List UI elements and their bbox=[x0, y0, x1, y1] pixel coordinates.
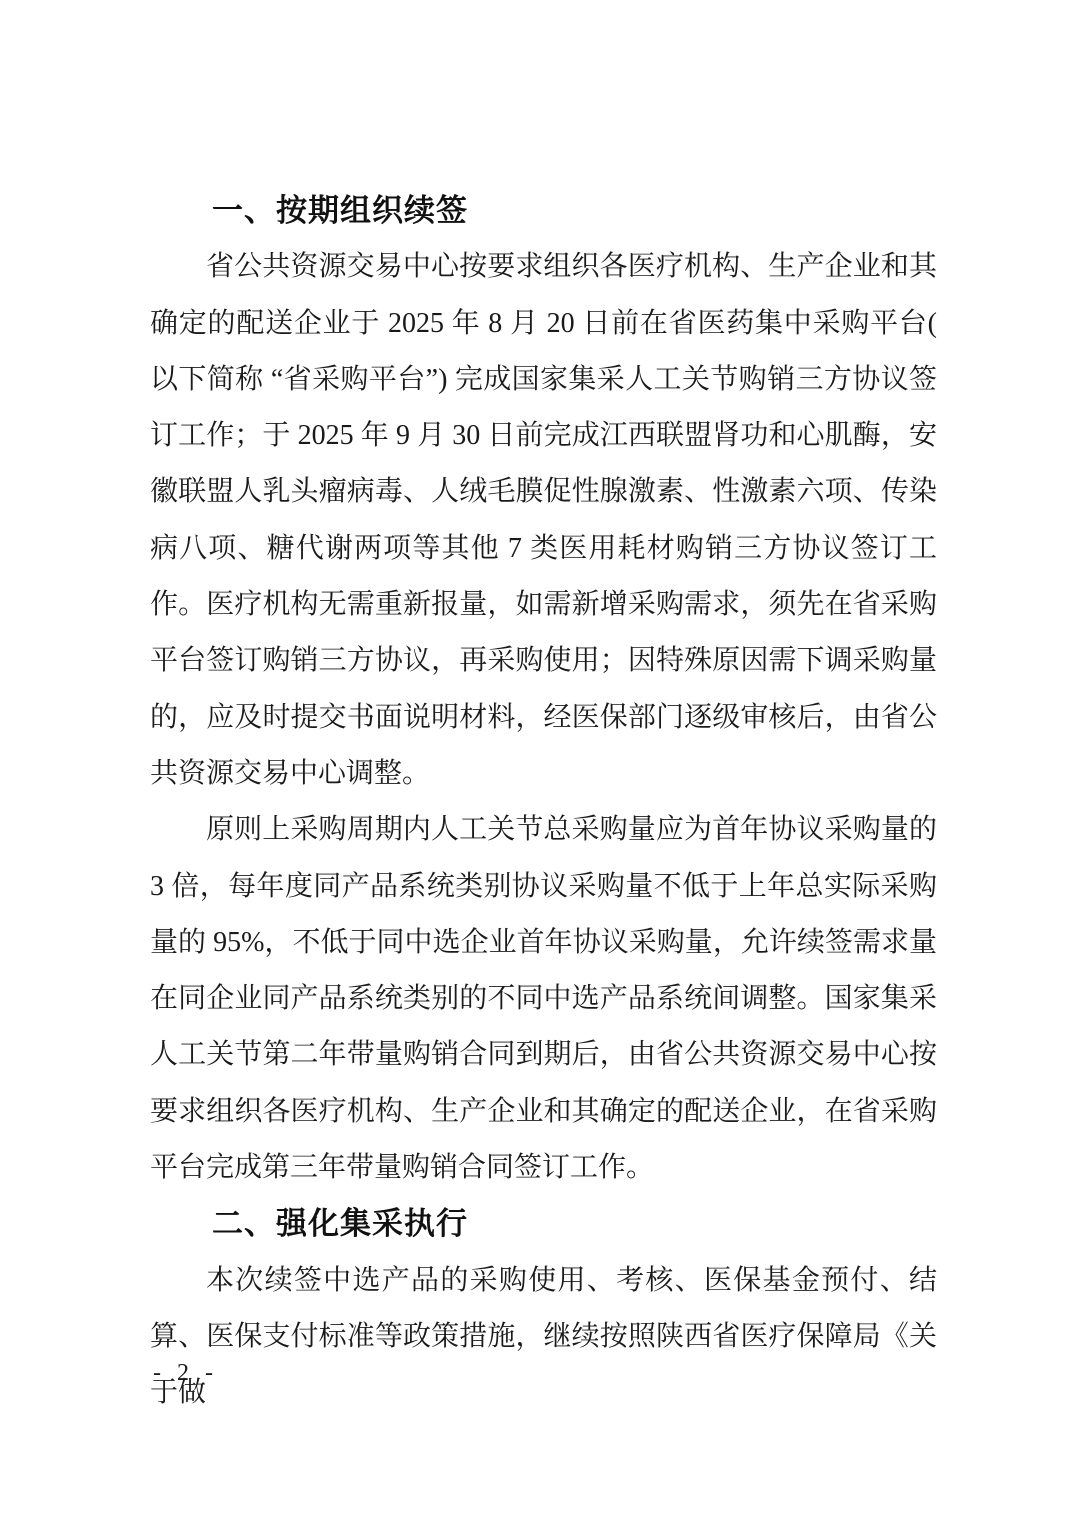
section-heading-1: 一、按期组织续签 bbox=[212, 193, 468, 228]
paragraph-2: 原则上采购周期内人工关节总采购量应为首年协议采购量的 3 倍，每年度同产品系统类别协议采购量不低于上年总实际采购量的 95%，不低于同中选企业首年协议采购量，允许续签需求量在同企业同产品系统类别的不同中选产品系统间调整。国家集采人工关节第二年带量购销合同到期后，由省公共资源交易中心按要求组织各医疗机构、生产企业和其确定的配送企业，在省采购平台完成第三年带量购销合同签订工作。 bbox=[150, 814, 937, 1184]
document-body bbox=[150, 183, 937, 1422]
paragraph-3: 本次续签中选产品的采购使用、考核、医保基金预付、结算、医保支付标准等政策措施，继续按照陕西省医疗保障局《关于做 bbox=[150, 1264, 937, 1409]
section-heading-2: 二、强化集采执行 bbox=[212, 1206, 468, 1242]
paragraph-1: 省公共资源交易中心按要求组织各医疗机构、生产企业和其确定的配送企业于 2025 年 8 月 20 日前在省医药集中采购平台( 以下简称 “省采购平台”) 完成国家集采人工关节购销三方协议签订工作；于 2025 年 9 月 30 日前完成江西联盟肾功和心肌酶，安徽联盟人乳头瘤病毒、人绒毛膜促性腺激素、性激素六项、传染病八项、糖代谢两项等其他 7 类医用耗材购销三方协议签订工作。医疗机构无需重新报量，如需新增采购需求，须先在省采购平台签订购销三方协议，再采购使用；因特殊原因需下调采购量的，应及时提交书面说明材料，经医保部门逐级审核后，由省公共资源交易中心调整。 bbox=[150, 251, 937, 789]
page-number: - 2 - bbox=[153, 1360, 218, 1386]
